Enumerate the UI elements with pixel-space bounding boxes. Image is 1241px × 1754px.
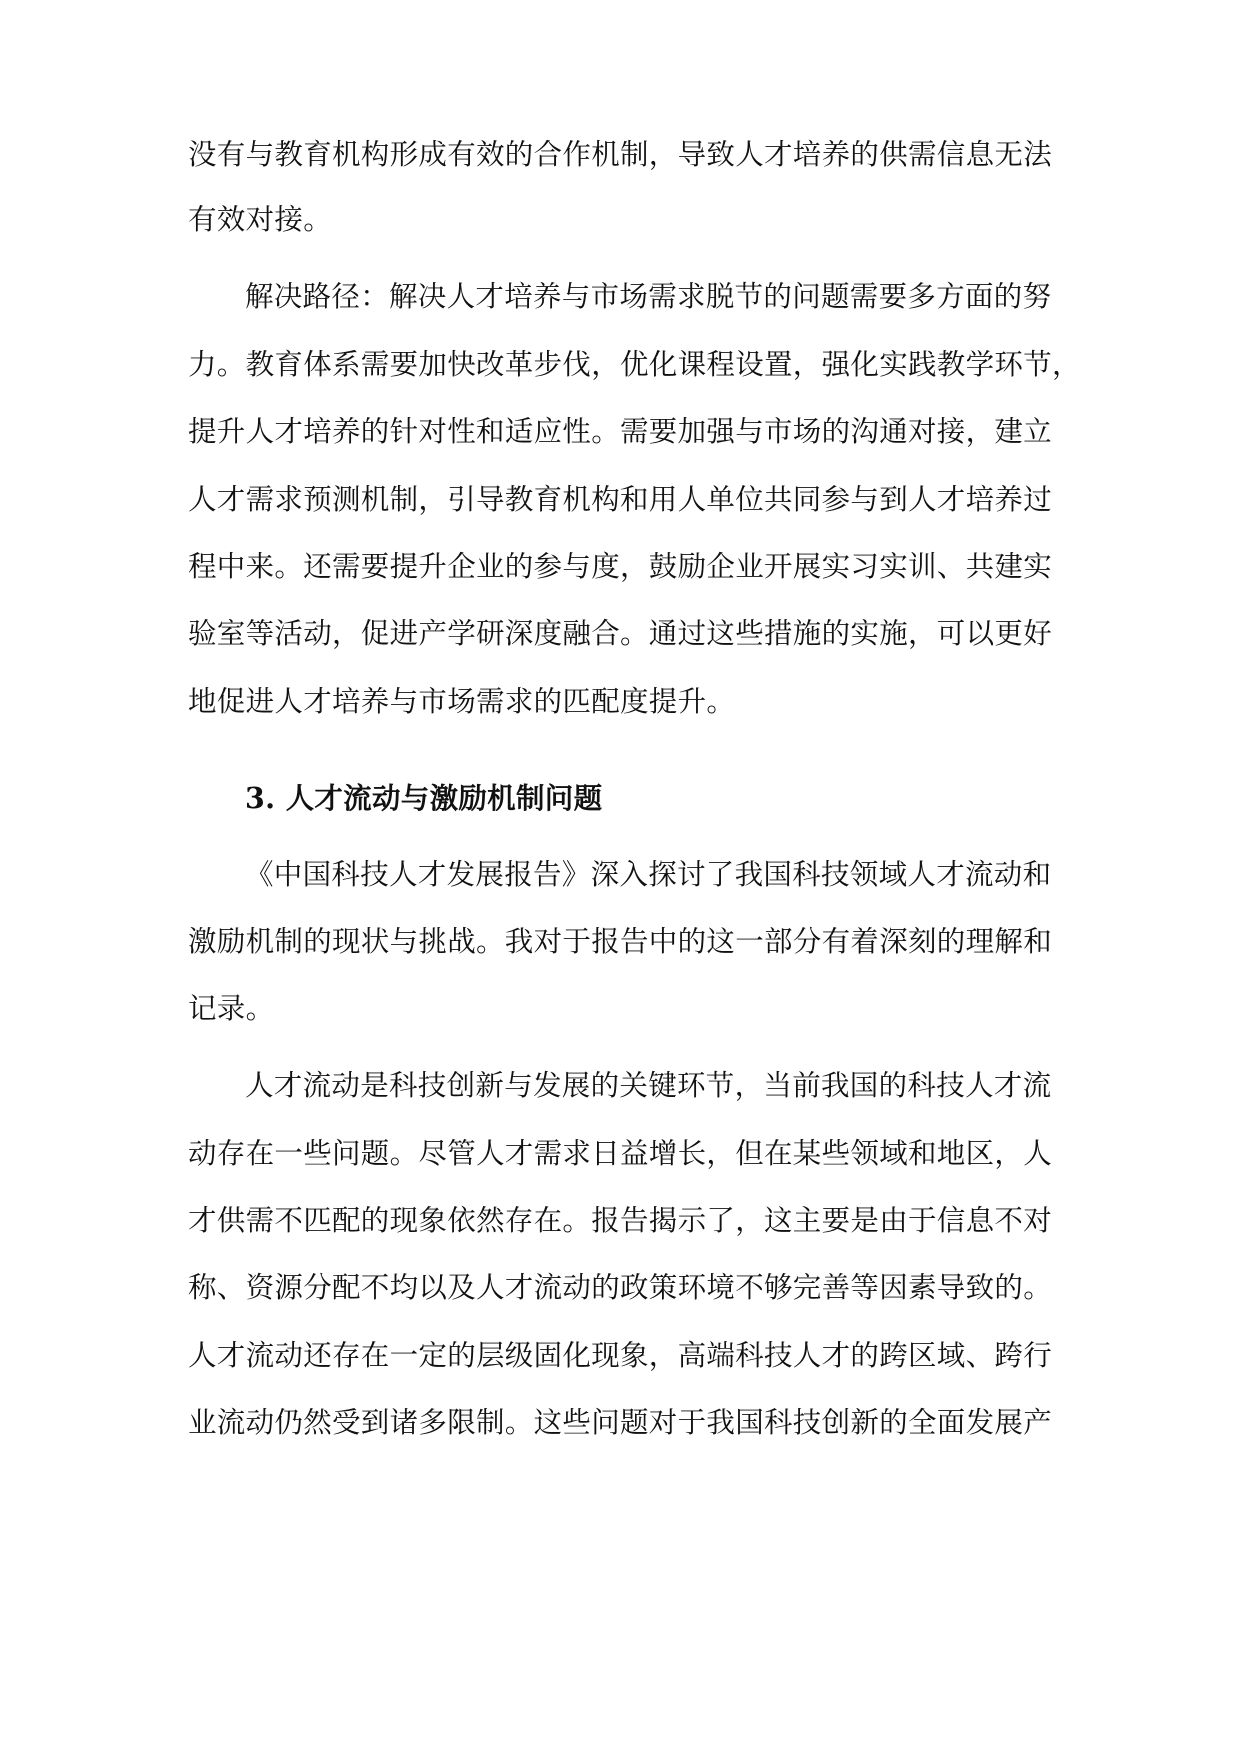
paragraph-line: 验室等活动，促进产学研深度融合。通过这些措施的实施，可以更好 — [188, 617, 1053, 650]
paragraph-line: 没有与教育机构形成有效的合作机制，导致人才培养的供需信息无法 — [188, 138, 1053, 171]
paragraph-line: 记录。 — [188, 992, 275, 1025]
paragraph-line: 提升人才培养的针对性和适应性。需要加强与市场的沟通对接，建立 — [188, 415, 1053, 448]
paragraph-line: 才供需不匹配的现象依然存在。报告揭示了，这主要是由于信息不对 — [188, 1204, 1053, 1237]
paragraph-line: 力。教育体系需要加快改革步伐，优化课程设置，强化实践教学环节， — [188, 348, 1081, 381]
paragraph-line: 业流动仍然受到诸多限制。这些问题对于我国科技创新的全面发展产 — [188, 1406, 1053, 1439]
paragraph-line: 动存在一些问题。尽管人才需求日益增长，但在某些领域和地区，人 — [188, 1137, 1053, 1170]
section-heading: 3. 人才流动与激励机制问题 — [245, 781, 603, 815]
paragraph-line: 地促进人才培养与市场需求的匹配度提升。 — [188, 685, 736, 718]
paragraph-line: 人才需求预测机制，引导教育机构和用人单位共同参与到人才培养过 — [188, 483, 1053, 516]
paragraph-line: 有效对接。 — [188, 203, 333, 236]
paragraph-line: 人才流动是科技创新与发展的关键环节，当前我国的科技人才流 — [245, 1069, 1052, 1102]
paragraph-line: 程中来。还需要提升企业的参与度，鼓励企业开展实习实训、共建实 — [188, 550, 1053, 583]
paragraph-line: 《中国科技人才发展报告》深入探讨了我国科技领域人才流动和 — [245, 858, 1052, 891]
paragraph-line: 人才流动还存在一定的层级固化现象，高端科技人才的跨区域、跨行 — [188, 1339, 1053, 1372]
paragraph-line: 解决路径：解决人才培养与市场需求脱节的问题需要多方面的努 — [245, 280, 1052, 313]
paragraph-line: 称、资源分配不均以及人才流动的政策环境不够完善等因素导致的。 — [188, 1271, 1053, 1304]
paragraph-line: 激励机制的现状与挑战。我对于报告中的这一部分有着深刻的理解和 — [188, 925, 1053, 958]
